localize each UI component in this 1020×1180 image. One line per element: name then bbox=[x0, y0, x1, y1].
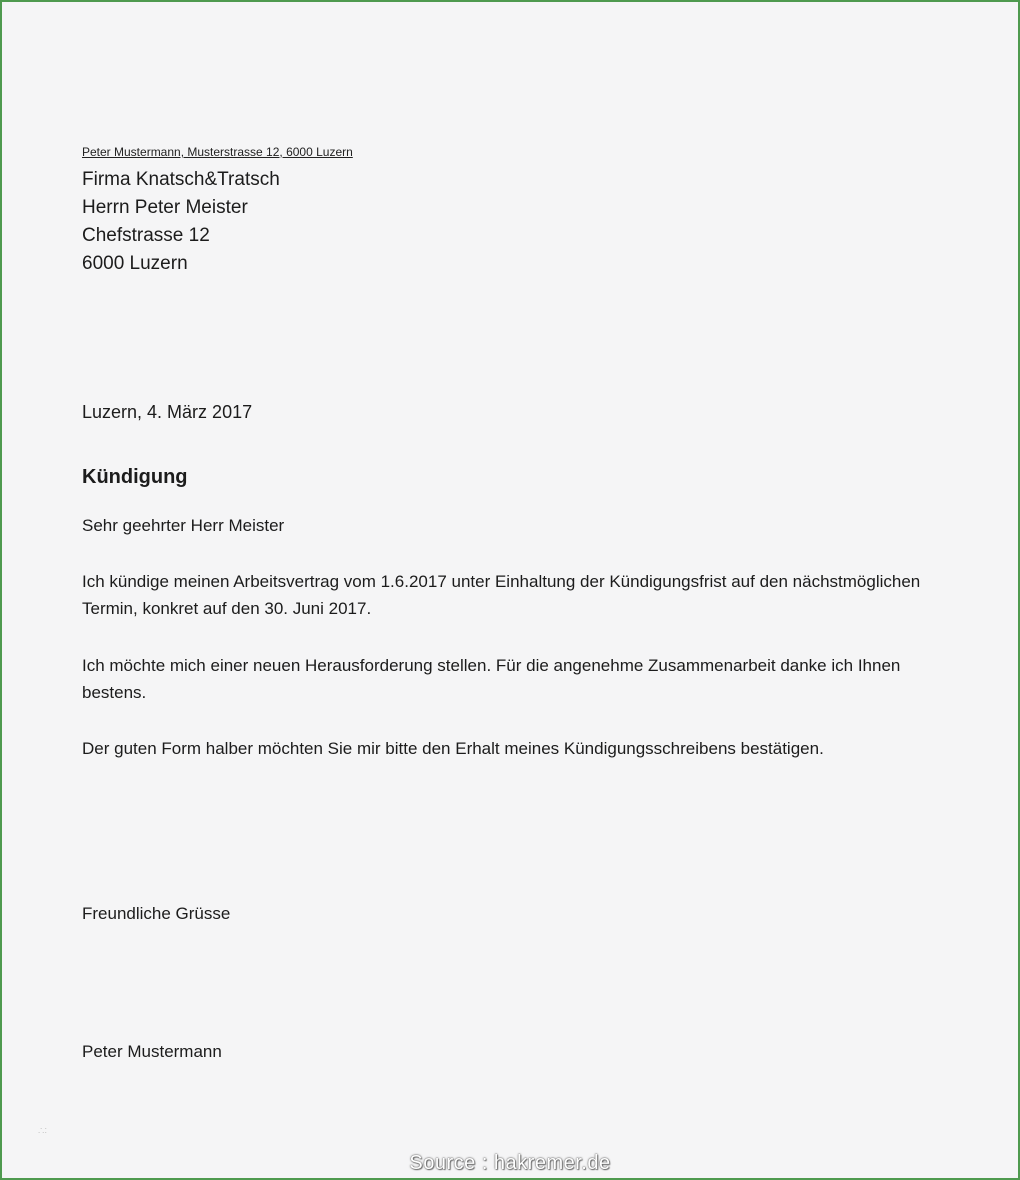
signature-name: Peter Mustermann bbox=[82, 1042, 222, 1061]
scan-smudge-mark: ∴∶ bbox=[38, 1126, 47, 1137]
recipient-name: Herrn Peter Meister bbox=[82, 197, 248, 218]
letter-subject: Kündigung bbox=[82, 466, 188, 488]
letter-date: Luzern, 4. März 2017 bbox=[82, 402, 253, 422]
recipient-city: 6000 Luzern bbox=[82, 253, 188, 274]
recipient-company: Firma Knatsch&Tratsch bbox=[82, 169, 280, 190]
recipient-street: Chefstrasse 12 bbox=[82, 225, 210, 246]
body-paragraph-3: Der guten Form halber möchten Sie mir bitte den Erhalt meines Kündigungsschreibens bestätigen. bbox=[82, 739, 824, 758]
sender-return-address: Peter Mustermann, Musterstrasse 12, 6000 Luzern bbox=[82, 145, 353, 159]
body-paragraph-2: Ich möchte mich einer neuen Herausforderung stellen. Für die angenehme Zusammenarbeit danke ich Ihnen bestens. bbox=[82, 656, 901, 702]
closing: Freundliche Grüsse bbox=[82, 904, 231, 923]
recipient-address bbox=[82, 166, 280, 278]
salutation: Sehr geehrter Herr Meister bbox=[82, 516, 285, 535]
source-watermark: Source : hakremer.de bbox=[409, 1152, 611, 1174]
body-paragraph-1: Ich kündige meinen Arbeitsvertrag vom 1.6.2017 unter Einhaltung der Kündigungsfrist auf den nächstmöglichen Termin, konkret auf den 30. Juni 2017. bbox=[82, 572, 921, 618]
